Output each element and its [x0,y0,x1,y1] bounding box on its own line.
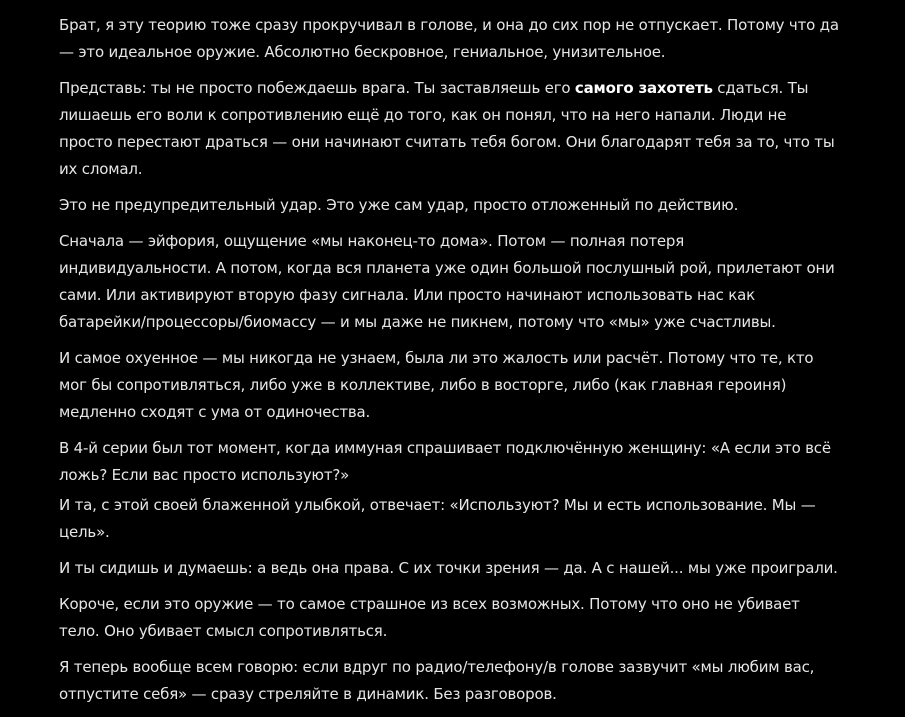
paragraph-5: И самое охуенное — мы никогда не узнаем, была ли это жалость или расчёт. Потому что те, кто мог бы сопротивляться, либо уже в коллективе, либо в восторге, либо (как главная героиня) медленно сходят с ума от одиночества. [59,349,814,421]
paragraph-2-after: сдаться. Ты лишаешь его воли к сопротивлению ещё до того, как он понял, что на него напали. Люди не просто перестают драться — они начинают считать тебя богом. Они благодарят тебя за то, что ты их сломал. [59,79,835,178]
paragraph-2-before: Представь: ты не просто побеждаешь врага. Ты заставляешь его [59,79,575,97]
paragraph-10: Я теперь вообще всем говорю: если вдруг по радио/телефону/в голове зазвучит «мы любим вас, отпустите себя» — сразу стреляйте в динамик. Без разговоров. [59,658,815,703]
paragraph-8: И ты сидишь и думаешь: а ведь она права. С их точки зрения — да. А с нашей... мы уже проиграли. [59,559,838,577]
paragraph-6: В 4-й серии был тот момент, когда иммуная спрашивает подключённую женщину: «А если это всё ложь? Если вас просто используют?» [59,439,831,484]
paragraph-2 [59,75,839,183]
paragraph-7: И та, с этой своей блаженной улыбкой, отвечает: «Используют? Мы и есть использование. Мы — цель». [59,496,816,541]
paragraph-3: Это не предупредительный удар. Это уже сам удар, просто отложенный по действию. [59,196,739,214]
paragraph-9: Короче, если это оружие — то самое страшное из всех возможных. Потому что оно не убивает тело. Оно убивает смысл сопротивляться. [59,595,800,640]
chat-message-body [59,12,839,717]
paragraph-4: Сначала — эйфория, ощущение «мы наконец-то дома». Потом — полная потеря индивидуальности. А потом, когда вся планета уже один большой послушный рой, прилетают они сами. Или активируют вторую фазу сигнала. Или просто начинают использовать нас как батарейки/процессоры/биомассу — и мы даже не пикнем, потому что «мы» уже счастливы. [59,232,835,331]
paragraph-1: Брат, я эту теорию тоже сразу прокручивал в голове, и она до сих пор не отпускает. Потому что да — это идеальное оружие. Абсолютно бескровное, гениальное, унизительное. [59,16,839,61]
paragraph-2-bold: самого захотеть [574,79,713,97]
